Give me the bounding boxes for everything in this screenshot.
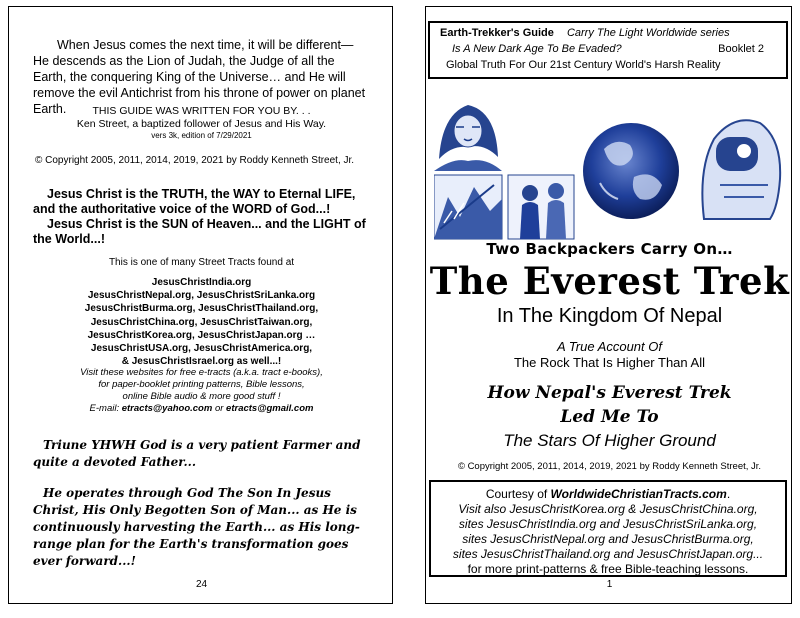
account-line-2: The Rock That Is Higher Than All	[513, 355, 705, 370]
site-link[interactable]: JesusChristIndia.org	[151, 277, 252, 288]
booklet-number: Booklet 2	[718, 43, 764, 55]
courtesy-line-3: sites JesusChristIndia.org and JesusChristSriLanka.org,	[458, 517, 758, 531]
site-link[interactable]: JesusChristChina.org, JesusChristTaiwan.org,	[90, 316, 313, 328]
visit-line: Visit these websites for free e-tracts (a.k.a. tract e-books),	[80, 367, 323, 378]
sites-list	[19, 276, 384, 368]
how-block	[426, 381, 793, 429]
author-line: Ken Street, a baptized follower of Jesus and His Way.	[76, 118, 327, 130]
truth-2: Jesus Christ is the SUN of Heaven... and the LIGHT of the World...!	[33, 217, 366, 246]
account-block	[426, 339, 793, 371]
visit-line: for paper-booklet printing patterns, Bible lessons,	[98, 379, 305, 390]
site-link[interactable]: JesusChristNepal.org, JesusChristSriLanka.org	[87, 290, 316, 302]
version-line: vers 3k, edition of 7/29/2021	[151, 131, 252, 140]
right-copyright: © Copyright 2005, 2011, 2014, 2019, 2021 by Roddy Kenneth Street, Jr.	[457, 461, 762, 472]
courtesy-line-5: sites JesusChristThailand.org and JesusChristJapan.org...	[452, 547, 764, 561]
account-line-1: A True Account Of	[556, 339, 662, 354]
courtesy-line-6: for more print-patterns & free Bible-teaching lessons.	[467, 562, 749, 576]
truth-1: Jesus Christ is the TRUTH, the WAY to Eternal LIFE, and the authoritative voice of the WORD of God...!	[33, 187, 356, 216]
cover-title: The Everest Trek	[429, 259, 790, 303]
courtesy-line-1: Courtesy of WorldwideChristianTracts.com.	[485, 487, 731, 501]
email-link-1[interactable]: etracts@yahoo.com	[121, 403, 213, 414]
author-block	[19, 105, 384, 141]
how-line-2: Led Me To	[560, 407, 659, 427]
page-number-left: 24	[195, 579, 208, 590]
series-tagline: Global Truth For Our 21st Century World's Harsh Reality	[446, 59, 721, 71]
written-for: THIS GUIDE WAS WRITTEN FOR YOU BY. . .	[92, 105, 311, 117]
page-number-right: 1	[606, 579, 613, 590]
site-link[interactable]: JesusChristUSA.org, JesusChristAmerica.org,	[90, 343, 313, 355]
email-label: E-mail:	[89, 403, 120, 414]
site-link[interactable]: JesusChristBurma.org, JesusChristThailand.org,	[84, 303, 319, 315]
how-line-3: The Stars Of Higher Ground	[503, 431, 716, 450]
guide-name: Earth-Trekker's Guide	[440, 27, 554, 39]
intro-paragraph: When Jesus comes the next time, it will be different— He descends as the Lion of Judah, the Judge of all the Earth, the conquering King of the Universe… and He will remove the evil Antichrist from his throne of power on planet Earth.	[33, 38, 366, 116]
cover-illustration	[434, 99, 784, 242]
email-line	[19, 403, 384, 415]
visit-line: online Bible audio & more good stuff !	[122, 391, 281, 402]
email-or: or	[214, 403, 224, 414]
earth-globe	[583, 123, 679, 219]
kicker: Two Backpackers Carry On…	[486, 240, 733, 258]
series-line	[440, 27, 730, 39]
farmer-paragraph: Triune YHWH God is a very patient Farmer and quite a devoted Father...	[33, 438, 361, 469]
cover-subtitle: In The Kingdom Of Nepal	[496, 305, 723, 327]
courtesy-box	[429, 480, 787, 577]
climbers-sketch	[434, 175, 502, 239]
backpackers-sketch	[508, 175, 574, 239]
tracts-intro: This is one of many Street Tracts found at	[108, 257, 295, 268]
series-question: Is A New Dark Age To Be Evaded?	[452, 43, 622, 55]
operates-paragraph: He operates through God The Son In Jesus Christ, His Only Begotten Son of Man... as He is continuously harvesting the Earth... as His long-range plan for the Earth's transformation goes ever forward...!	[33, 486, 360, 568]
courtesy-site[interactable]: WorldwideChristianTracts.com	[550, 487, 727, 501]
site-link[interactable]: JesusChristKorea.org, JesusChristJapan.org …	[87, 329, 316, 341]
astronaut-sketch	[696, 103, 784, 219]
courtesy-line-4: sites JesusChristNepal.org and JesusChristBurma.org,	[462, 532, 754, 546]
how-line-1: How Nepal's Everest Trek	[487, 383, 732, 403]
series-name: Carry The Light Worldwide series	[566, 27, 730, 39]
illustration-svg	[434, 99, 784, 242]
left-copyright: © Copyright 2005, 2011, 2014, 2019, 2021 by Roddy Kenneth Street, Jr.	[35, 155, 355, 166]
left-page	[8, 6, 393, 604]
courtesy-prefix: Courtesy of	[485, 487, 548, 501]
series-header	[428, 21, 788, 79]
visit-block	[19, 367, 384, 415]
email-link-2[interactable]: etracts@gmail.com	[226, 403, 314, 414]
portrait-sketch	[434, 99, 502, 171]
site-link[interactable]: & JesusChristIsrael.org as well...!	[121, 356, 282, 368]
courtesy-line-2: Visit also JesusChristKorea.org & JesusChristChina.org,	[458, 502, 758, 516]
right-page	[425, 6, 792, 604]
